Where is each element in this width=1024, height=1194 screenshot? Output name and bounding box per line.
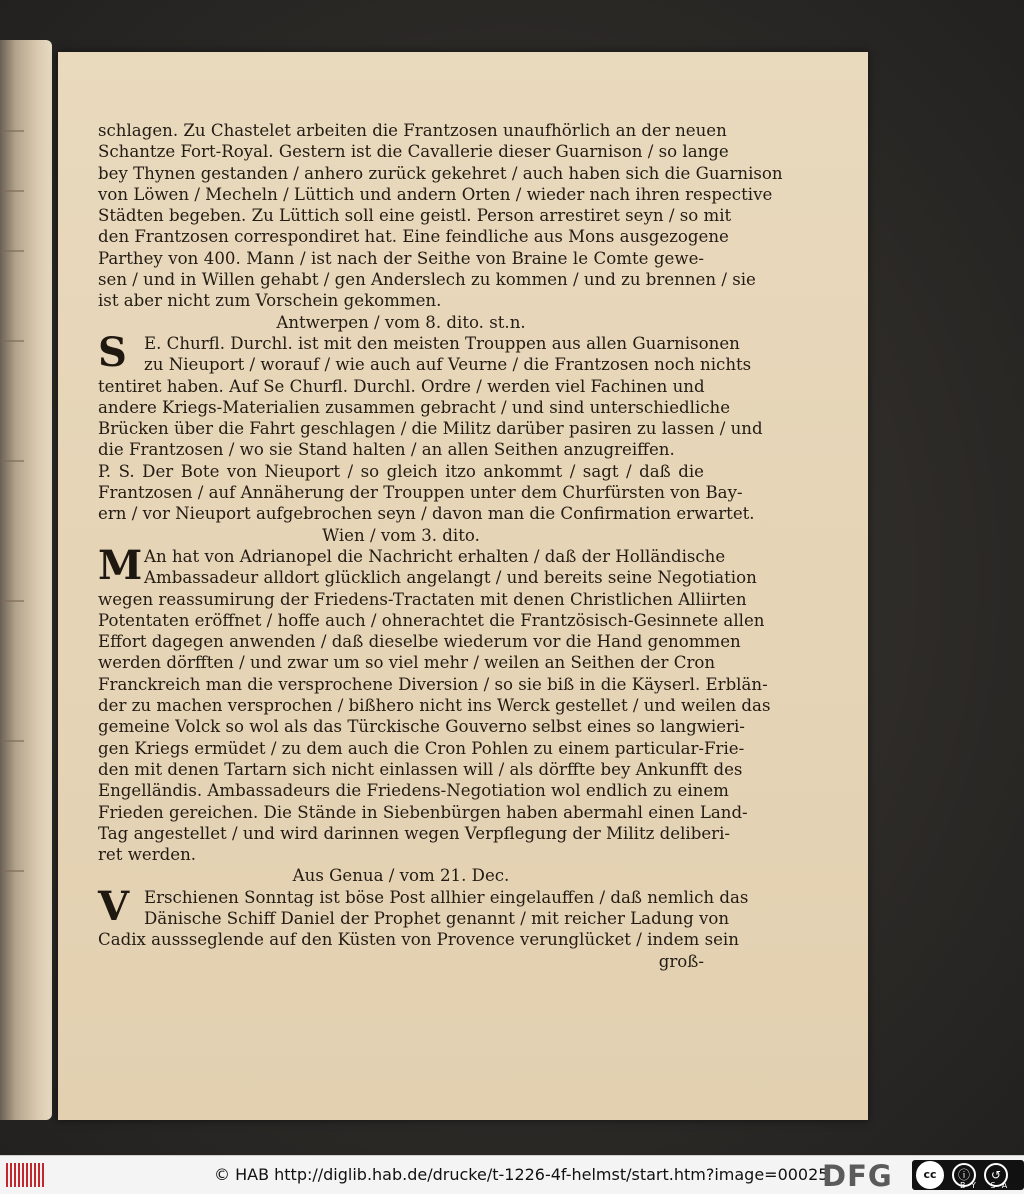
text-line — [98, 397, 731, 418]
line-text: E. Churfl. Durchl. ist mit den meisten Trouppen aus allen Guarnisonen — [144, 333, 740, 353]
line-text: Ambassadeur alldort glücklich angelangt / und bereits seine Negotiation — [144, 568, 757, 588]
barcode-icon — [6, 1163, 46, 1187]
drop-initial: M — [98, 541, 143, 589]
dfg-logo: DFG — [822, 1159, 893, 1193]
cc-icon: cc — [916, 1161, 944, 1189]
line-text: Parthey von 400. Mann / ist nach der Seithe von Braine le Comte gewe- — [98, 248, 704, 268]
text-line — [98, 439, 704, 460]
section-heading — [98, 312, 704, 333]
text-line — [98, 418, 763, 439]
text-line — [98, 589, 747, 610]
left-page-edge — [0, 40, 52, 1120]
text-line — [98, 716, 745, 737]
line-text: Antwerpen / vom 8. dito. st.n. — [276, 312, 526, 332]
line-text: werden dörfften / und zwar um so viel mehr / weilen an Seithen der Cron — [98, 653, 716, 673]
line-text: den mit denen Tartarn sich nicht einlassen will / als dörffte bey Ankunfft des — [98, 759, 743, 779]
share-alike-icon: ↺ — [984, 1163, 1008, 1187]
line-text: Effort dagegen anwenden / daß dieselbe wiederum vor die Hand genommen — [98, 632, 741, 652]
line-text: zu Nieuport / worauf / wie auch auf Veurne / die Frantzosen noch nichts — [144, 355, 752, 375]
text-line — [98, 461, 704, 482]
text-line — [98, 376, 704, 397]
license-label: BY SA — [960, 1181, 1014, 1190]
line-text: gen Kriegs ermüdet / zu dem auch die Cron Pohlen zu einem particular-Frie- — [98, 738, 745, 758]
attribution-icon: ⓘ — [952, 1163, 976, 1187]
line-text: Frantzosen / auf Annäherung der Trouppen unter dem Churfürsten von Bay- — [98, 483, 743, 503]
paragraph-first-line — [98, 546, 726, 567]
text-line — [98, 738, 745, 759]
text-line — [98, 141, 729, 162]
text-line — [98, 908, 730, 929]
paragraph-first-line — [98, 887, 749, 908]
text-line — [98, 503, 755, 524]
document-page — [58, 52, 868, 1120]
line-text: die Frantzosen / wo sie Stand halten / an allen Seithen anzugreiffen. — [98, 440, 675, 460]
line-text: tentiret haben. Auf Se Churfl. Durchl. Ordre / werden viel Fachinen und — [98, 376, 705, 396]
line-text: schlagen. Zu Chastelet arbeiten die Frantzosen unaufhörlich an der neuen — [98, 121, 727, 140]
text-line — [98, 652, 716, 673]
line-text: Brücken über die Fahrt geschlagen / die Militz darüber pasiren zu lassen / und — [98, 419, 763, 439]
text-line — [98, 269, 756, 290]
section-heading — [98, 525, 704, 546]
line-text: sen / und in Willen gehabt / gen Anderslech zu kommen / und zu brennen / sie — [98, 270, 756, 290]
line-text: ern / vor Nieuport aufgebrochen seyn / davon man die Confirmation erwartet. — [98, 504, 755, 524]
text-line — [98, 674, 768, 695]
section-heading — [98, 865, 704, 886]
drop-initial: S — [98, 328, 127, 376]
line-text: andere Kriegs-Materialien zusammen gebracht / und sind unterschiedliche — [98, 397, 731, 417]
drop-initial: V — [98, 882, 130, 930]
text-line — [98, 205, 732, 226]
catchword — [98, 951, 704, 972]
line-text: ist aber nicht zum Vorschein gekommen. — [98, 291, 442, 311]
cc-license-badge[interactable] — [912, 1160, 1024, 1190]
text-line — [98, 163, 783, 184]
line-text: der zu machen versprochen / bißhero nicht ins Werck gestellet / und weilen das — [98, 696, 771, 716]
text-line — [98, 567, 757, 588]
text-line — [98, 226, 729, 247]
text-line — [98, 354, 752, 375]
text-line — [98, 823, 730, 844]
line-text: wegen reassumirung der Friedens-Tractaten mit denen Christlichen Alliirten — [98, 589, 747, 609]
text-line — [98, 184, 773, 205]
text-line — [98, 780, 729, 801]
text-line — [98, 120, 727, 141]
line-text: von Löwen / Mecheln / Lüttich und andern Orten / wieder nach ihren respective — [98, 184, 773, 204]
line-text: Dänische Schiff Daniel der Prophet genannt / mit reicher Ladung von — [144, 908, 730, 928]
line-text: groß- — [658, 951, 704, 971]
line-text: Engelländis. Ambassadeurs die Friedens-Negotiation wol endlich zu einem — [98, 781, 729, 801]
line-text: ret werden. — [98, 845, 197, 865]
text-line — [98, 802, 748, 823]
line-text: Aus Genua / vom 21. Dec. — [292, 866, 510, 886]
line-text: P. S. Der Bote von Nieuport / so gleich itzo ankommt / sagt / daß die — [98, 461, 704, 481]
text-line — [98, 290, 704, 311]
text-line — [98, 695, 771, 716]
line-text: Potentaten eröffnet / hoffe auch / ohnerachtet die Frantzösisch-Gesinnete allen — [98, 610, 765, 630]
paragraph-first-line — [98, 333, 740, 354]
line-text: Wien / vom 3. dito. — [322, 525, 480, 545]
line-text: Schantze Fort-Royal. Gestern ist die Cavallerie dieser Guarnison / so lange — [98, 142, 729, 162]
text-line — [98, 759, 743, 780]
line-text: Erschienen Sonntag ist böse Post allhier eingelauffen / daß nemlich das — [144, 887, 749, 907]
viewer-footer — [0, 1155, 1024, 1194]
line-text: Städten begeben. Zu Lüttich soll eine geistl. Person arrestiret seyn / so mit — [98, 206, 732, 226]
text-line — [98, 631, 741, 652]
line-text: Cadix aussseglende auf den Küsten von Provence verunglücket / indem sein — [98, 930, 739, 950]
copyright-link[interactable]: © HAB http://diglib.hab.de/drucke/t-1226-4f-helmst/start.htm?image=00025 — [214, 1165, 829, 1184]
line-text: Tag angestellet / und wird darinnen wegen Verpflegung der Militz deliberi- — [98, 823, 730, 843]
line-text: den Frantzosen correspondiret hat. Eine feindliche aus Mons ausgezogene — [98, 227, 729, 247]
text-line — [98, 248, 704, 269]
text-line — [98, 610, 765, 631]
line-text: Franckreich man die versprochene Diversion / so sie biß in die Käyserl. Erblän- — [98, 674, 768, 694]
line-text: gemeine Volck so wol als das Türckische Gouverno selbst eines so langwieri- — [98, 717, 745, 737]
text-line — [98, 929, 739, 950]
line-text: bey Thynen gestanden / anhero zurück gekehret / auch haben sich die Guarnison — [98, 163, 783, 183]
text-line — [98, 844, 704, 865]
text-line — [98, 482, 743, 503]
line-text: An hat von Adrianopel die Nachricht erhalten / daß der Holländische — [144, 546, 726, 566]
line-text: Frieden gereichen. Die Stände in Siebenbürgen haben abermahl einen Land- — [98, 802, 748, 822]
page-text — [98, 120, 783, 972]
